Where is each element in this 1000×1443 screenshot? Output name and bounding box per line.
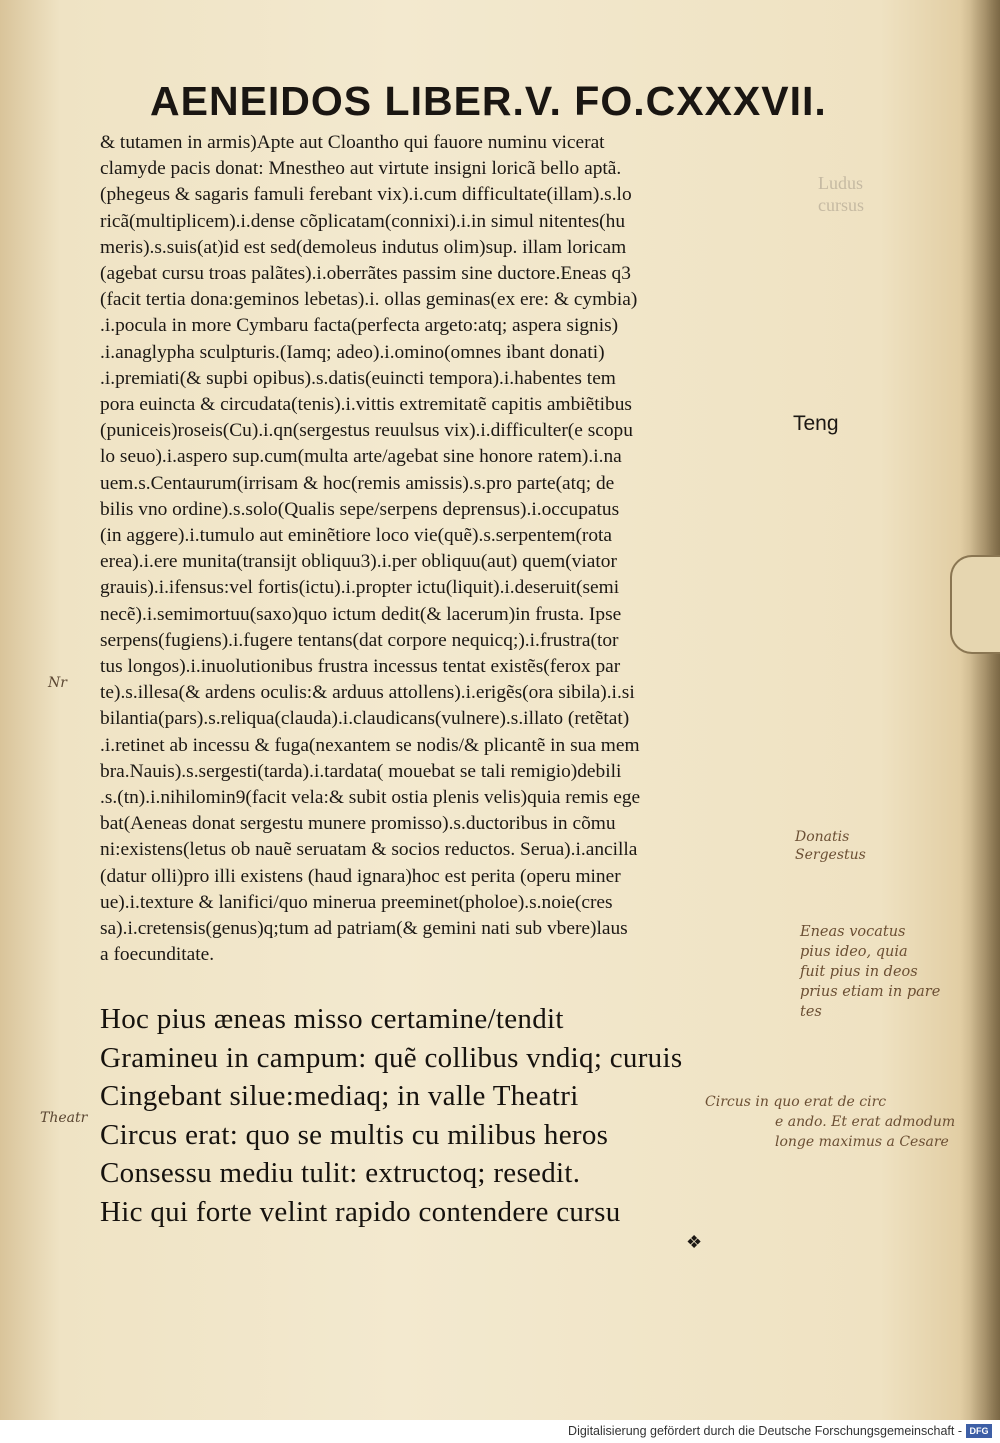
commentary-line: bilantia(pars).s.reliqua(clauda).i.claudicans(vulnere).s.illato (retẽtat) (100, 708, 630, 730)
commentary-line: uem.s.Centaurum(irrisam & hoc(remis amissis).s.pro parte(atq; de (100, 472, 615, 494)
verse-line: Hic qui forte velint rapido contendere cursu (100, 1195, 621, 1228)
page-edge-shadow (970, 0, 1000, 1420)
bleed-line: cursus (818, 195, 864, 215)
verse-line: Consessu mediu tulit: extructoq; resedit. (100, 1157, 581, 1189)
commentary-line: & tutamen in armis)Apte aut Cloantho qui fauore numinu vicerat (100, 132, 605, 153)
commentary-line: .i.premiati(& supbi opibus).s.datis(euincti tempora).i.habentes tem (100, 367, 616, 389)
marginal-line: tes (800, 1004, 822, 1020)
verse-line: Gramineu in campum: quẽ collibus vndiq; curuis (100, 1041, 683, 1074)
commentary-line: serpens(fugiens).i.fugere tentans(dat corpore nequicq;).i.frustra(tor (100, 629, 619, 651)
dfg-logo: DFG (966, 1424, 992, 1438)
commentary-line: necẽ).i.semimortuu(saxo)quo ictum dedit(& lacerum)in frusta. Ipse (100, 603, 622, 625)
marginal-line: Donatis (795, 829, 850, 845)
commentary-line: bat(Aeneas donat sergestu munere promisso).s.ductoribus in cõmu (100, 813, 616, 835)
marginal-note-left: Nr (48, 675, 67, 691)
page-clip (950, 555, 1000, 654)
marginal-note-eneas (800, 922, 990, 1022)
commentary-line: .i.anaglypha sculpturis.(Iamq; adeo).i.omino(omnes ibant donati) (100, 341, 605, 363)
commentary-line: grauis).i.ifensus:vel fortis(ictu).i.propter ictu(liquit).i.deseruit(semi (100, 577, 620, 599)
commentary-line: a foecunditate. (100, 944, 215, 966)
commentary-line: ricã(multiplicem).i.dense cõplicatam(connixi).i.in simul nitentes(hu (100, 210, 626, 232)
commentary-line: pora euincta & circudata(tenis).i.vittis extremitatẽ capitis ambiẽtibus (100, 394, 632, 416)
commentary-line: sa).i.cretensis(genus)q;tum ad patriam(& gemini nati sub vbere)laus (100, 918, 628, 940)
commentary-line: (datur olli)pro illi existens (haud ignara)hoc est perita (operu miner (100, 865, 621, 887)
commentary-line: (phegeus & sagaris famuli ferebant vix).i.cum difficultate(illam).s.lo (100, 184, 632, 206)
commentary-line: ue).i.texture & lanifici/quo minerua preeminet(pholoe).s.noie(cres (100, 891, 613, 913)
verse-line: Circus erat: quo se multis cu milibus heros (100, 1118, 609, 1151)
commentary-line: (agebat cursu troas palãtes).i.oberrãtes passim sine ductore.Eneas q3 (100, 263, 631, 285)
printer-mark-icon: ❖ (686, 1232, 703, 1252)
commentary-line: meris).s.suis(at)id est sed(demoleus indutus olim)sup. illam loricam (100, 236, 627, 258)
commentary-line: ni:existens(letus ob nauẽ seruatam & socios reductos. Serua).i.ancilla (100, 839, 638, 861)
verse-line: Hoc pius æneas misso certamine/tendit (100, 1003, 564, 1035)
marginal-line: prius etiam in pare (800, 984, 941, 1000)
marginal-line: longe maximus a Cesare (775, 1134, 949, 1150)
commentary-line: te).s.illesa(& ardens oculis:& arduus attollens).i.erigẽs(ora sibila).i.si (100, 682, 635, 704)
commentary-line: (puniceis)roseis(Cu).i.qn(sergestus reuulsus vix).i.difficulter(e scopu (100, 420, 633, 442)
marginal-note-circus (695, 1092, 985, 1152)
commentary-line: bra.Nauis).s.sergesti(tarda).i.tardata( mouebat se tali remigio)debili (100, 760, 622, 782)
verse-line: Cingebant silue:mediaq; in valle Theatri (100, 1080, 579, 1112)
commentary-line: (facit tertia dona:geminos lebetas).i. ollas geminas(ex ere: & cymbia) (100, 289, 638, 311)
footer-credit: Digitalisierung gefördert durch die Deutsche Forschungsgemeinschaft - (568, 1424, 962, 1438)
commentary-line: erea).i.ere munita(transijt obliquu3).i.per obliquu(aut) quem(viator (100, 551, 617, 573)
marginal-line: Eneas vocatus (800, 924, 906, 940)
commentary-line: .i.retinet ab incessu & fuga(nexantem se nodis/& plicantẽ in sua mem (100, 734, 640, 756)
marginal-note-donatis (795, 828, 990, 864)
marginal-note-left-theatr: Theatr (40, 1110, 88, 1126)
commentary-line: lo seuo).i.aspero sup.cum(multa arte/agebat sine honore ratem).i.na (100, 446, 622, 468)
side-word: Teng (793, 412, 839, 435)
marginal-line: Sergestus (795, 847, 866, 863)
marginal-line: pius ideo, quia (800, 944, 908, 960)
commentary-line: .s.(tn).i.nihilomin9(facit vela:& subit ostia plenis velis)quia remis ege (100, 787, 641, 809)
commentary-text (100, 130, 800, 969)
commentary-line: bilis vno ordine).s.solo(Qualis sepe/serpens deprensus).i.occupatus (100, 498, 620, 520)
commentary-line: .i.pocula in more Cymbaru facta(perfecta argeto:atq; aspera signis) (100, 315, 619, 337)
commentary-line: (in aggere).i.tumulo aut eminẽtiore loco vie(quẽ).s.serpentem(rota (100, 525, 613, 547)
bleed-line: Ludus (818, 173, 863, 193)
marginal-line: fuit pius in deos (800, 964, 918, 980)
marginal-line: Circus in quo erat de circ (705, 1094, 887, 1110)
marginal-line: e ando. Et erat admodum (775, 1114, 956, 1130)
bleed-through-text (818, 172, 878, 216)
commentary-line: clamyde pacis donat: Mnestheo aut virtute insigni loricã bello aptã. (100, 158, 622, 180)
commentary-line: tus longos).i.inuolutionibus frustra incessus tentat existẽs(ferox par (100, 656, 621, 678)
running-head: AENEIDOS LIBER.V. FO.CXXXVII. (150, 78, 827, 124)
